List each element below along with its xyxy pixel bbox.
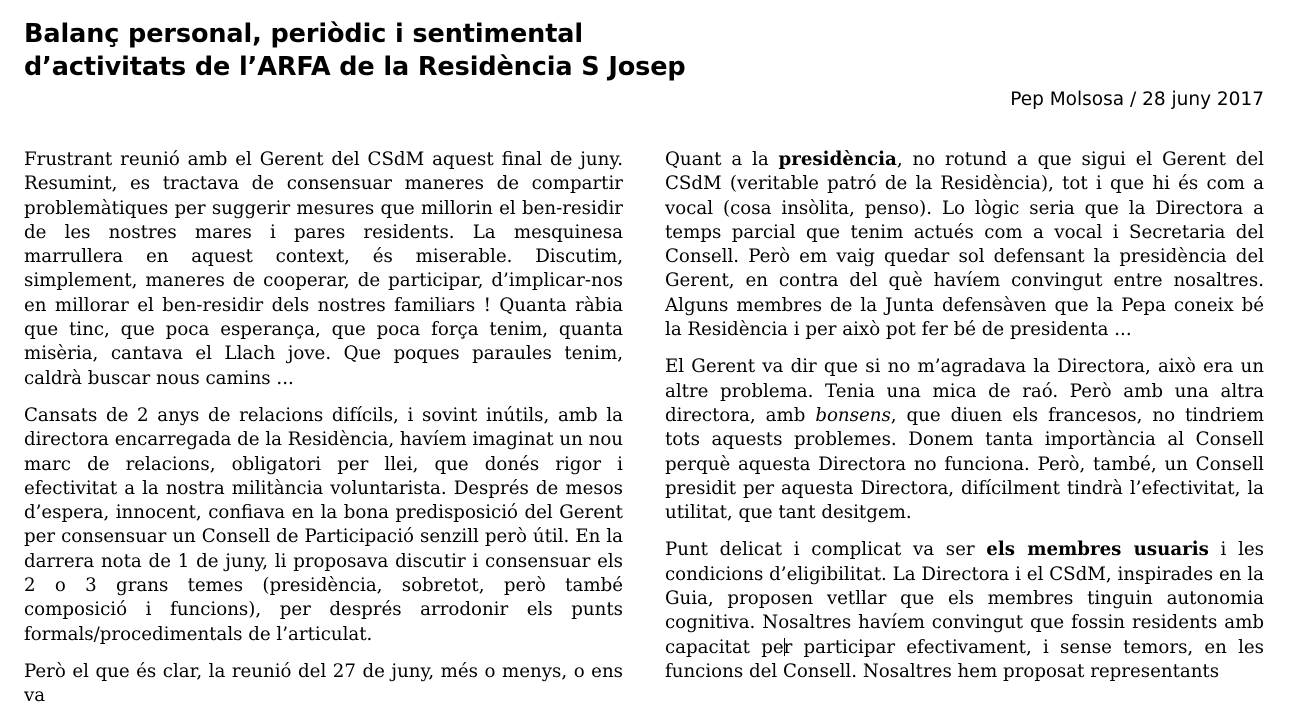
text-run: , no rotund a que sigui el Gerent del CSdM (veritable patró de la Residència), tot i que hi és com a vocal (cosa insòlita, penso). Lo lògic seria que la Directora a temps parcial que tenim actués com a vocal i Secretaria del Consell. Però em vaig quedar sol defensant la presidència del Gerent, en contra del què havíem convingut entre nosaltres. Alguns membres de la Junta defensàven que la Pepa coneix bé la Residència i per això pot fer bé de presidenta ... <box>665 149 1264 341</box>
right-column <box>665 148 1264 697</box>
italic-term: bonsens <box>815 404 891 426</box>
text-run: Quant a la <box>665 149 779 170</box>
bold-term: presidència <box>778 149 897 170</box>
text-run: i les condicions d’eligibilitat. La Directora i el CSdM, inspirades en la Guia, proposen vetllar que els membres tinguin autonomia cognitiva. Nosaltres havíem convingut que fossin residents amb capacitat pe <box>665 539 1264 658</box>
text-run: , que diuen els francesos, no tindriem tots aquests problemes. Donem tanta importància al Consell perquè aquesta Directora no funciona. Però, també, un Consell presidit per aquesta Directora, difícilment tindrà l’efectivitat, la utilitat, que tant desitgem. <box>665 404 1264 524</box>
author-date: Pep Molsosa / 28 juny 2017 <box>1010 89 1264 110</box>
text-run: r participar efectivament, i sense temors, en les funcions del Consell. Nosaltres hem proposat representants <box>665 636 1265 682</box>
document-title <box>24 18 686 84</box>
text-run: Punt delicat i complicat va ser <box>665 539 987 561</box>
paragraph <box>665 355 1264 525</box>
text-run: El Gerent va dir que si no m’agradava la Directora, això era un altre problema. Tenia una mica de raó. Però amb una altra directora, amb <box>665 356 1264 426</box>
bold-term: els membres usuaris <box>986 539 1209 561</box>
paragraph: Frustrant reunió amb el Gerent del CSdM aquest final de juny. Resumint, es tractava de consensuar maneres de compartir problemàtiques per suggerir mesures que millorin el ben-residir de les nostres mares i pares residents. La mesquinesa marrullera en aquest context, és miserable. Discutim, simplement, maneres de cooperar, de participar, d’implicar-nos en millorar el ben-residir dels nostres familiars ! Quanta ràbia que tinc, que poca esperança, que poca força tenim, quanta misèria, cantava el Llach jove. Que poques paraules tenim, caldrà buscar nous camins ... <box>24 149 623 389</box>
paragraph <box>665 148 1264 342</box>
title-line-2: d’activitats de l’ARFA de la Residència S Josep <box>24 52 686 82</box>
paragraph[interactable] <box>665 538 1264 684</box>
paragraph: Però el que és clar, la reunió del 27 de juny, més o menys, o ens va <box>24 660 623 707</box>
title-line-1: Balanç personal, periòdic i sentimental <box>24 19 584 49</box>
left-column <box>24 148 623 722</box>
paragraph: Cansats de 2 anys de relacions difícils, i sovint inútils, amb la directora encarregada de la Residència, havíem imaginat un nou marc de relacions, obligatori per llei, que donés rigor i efectivitat a la nostra militància voluntarista. Després de mesos d’espera, innocent, confiava en la bona predisposició del Gerent per consensuar un Consell de Participació senzill però útil. En la darrera nota de 1 de juny, li proposava discutir i consensuar els 2 o 3 grans temes (presidència, sobretot, però també composició i funcions), per després arrodonir els punts formals/procedimentals de l’articulat. <box>24 404 623 645</box>
